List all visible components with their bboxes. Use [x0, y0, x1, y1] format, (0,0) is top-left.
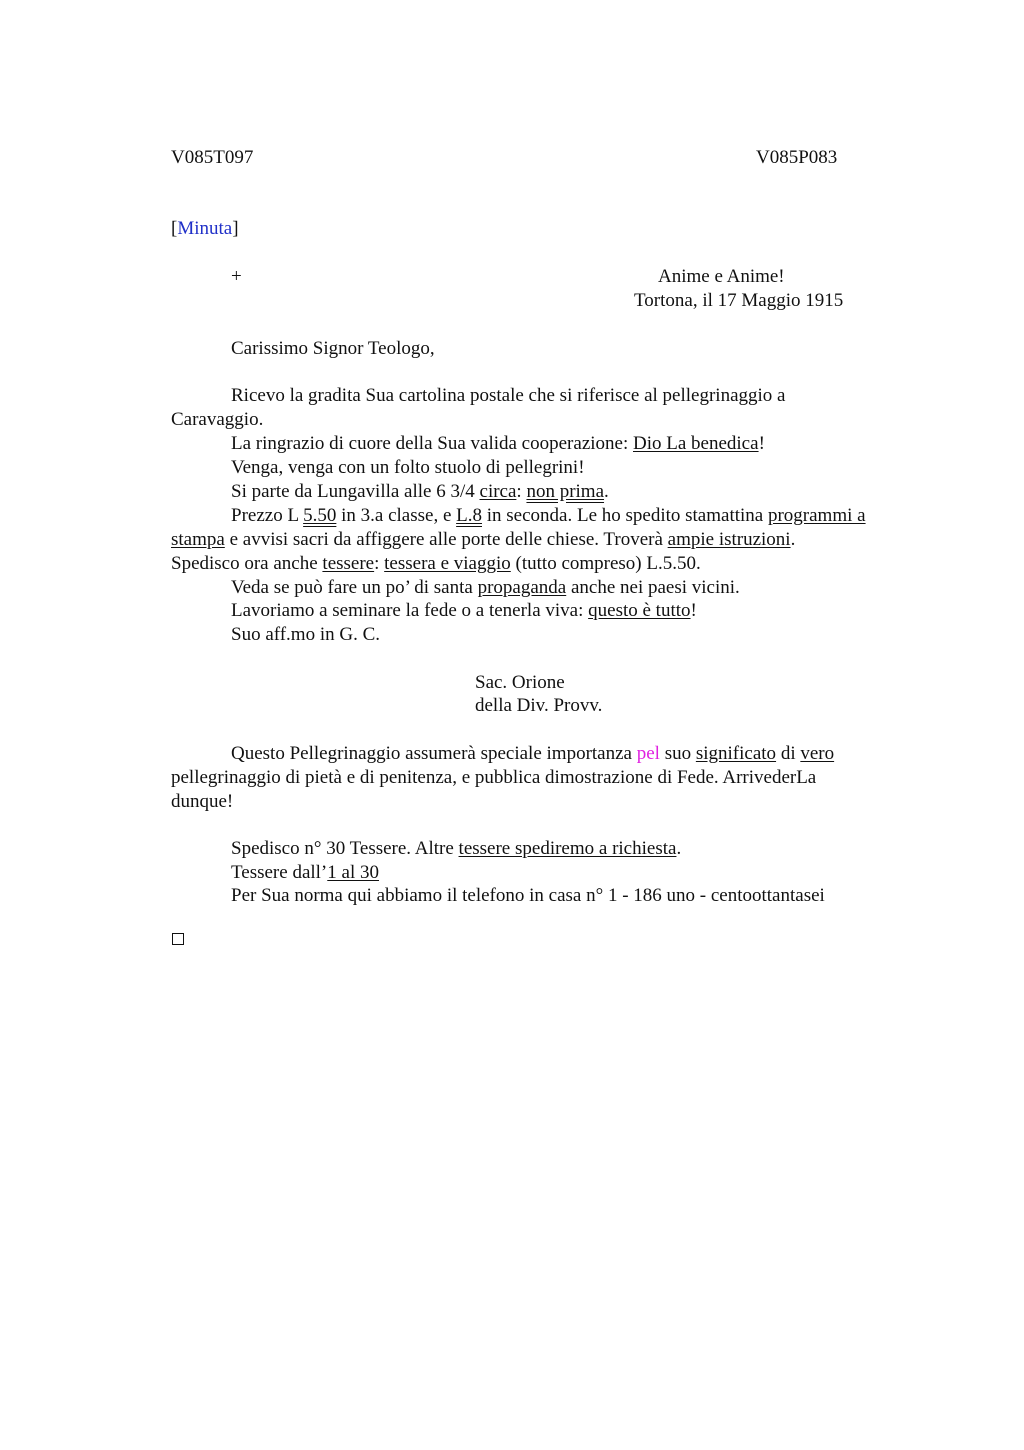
signature-name: Sac. Orione [475, 672, 565, 693]
text-span: (tutto compreso) L.5.50. [510, 553, 701, 574]
minuta-word: Minuta [177, 218, 233, 239]
bracket-open: [ [171, 218, 178, 239]
text-span: : [516, 481, 527, 502]
place-date: Tortona, il 17 Maggio 1915 [634, 290, 844, 311]
body-line-2: Caravaggio. [171, 409, 264, 430]
underlined-text: vero [800, 743, 835, 764]
underlined-text: questo è tutto [588, 600, 691, 621]
underlined-text: tessere spediremo a richiesta [458, 838, 677, 859]
body-line-1: Ricevo la gradita Sua cartolina postale che si riferisce al pellegrinaggio a [231, 385, 786, 406]
double-underlined-text: 5.50 [303, 505, 337, 526]
underlined-text: propaganda [477, 577, 567, 598]
text-span: Questo Pellegrinaggio assumerà speciale importanza [231, 743, 637, 764]
note-line-2 [231, 861, 379, 885]
closing-line: Suo aff.mo in G. C. [231, 624, 381, 645]
text-span: anche nei paesi vicini. [566, 577, 740, 598]
minuta-label [171, 217, 239, 241]
underlined-text: ampie istruzioni [667, 529, 791, 550]
bracket-close: ] [232, 218, 239, 239]
text-span: suo [659, 743, 696, 764]
underlined-text: tessere [322, 553, 375, 574]
text-span: . [604, 481, 609, 502]
underlined-text: significato [695, 743, 777, 764]
body-line-6 [231, 504, 866, 528]
text-span: Veda se può fare un po’ di santa [231, 577, 478, 598]
document-code-right: V085P083 [756, 147, 838, 168]
postscript-line-1 [231, 742, 834, 766]
body-line-5 [231, 480, 609, 504]
text-span: in seconda. Le ho spedito stamattina [481, 505, 768, 526]
text-span: di [776, 743, 801, 764]
body-line-10 [231, 599, 697, 623]
underlined-text: programmi a [767, 505, 866, 526]
box-icon [172, 933, 184, 945]
body-line-7 [171, 528, 795, 552]
text-span: Lavoriamo a seminare la fede o a tenerla viva: [231, 600, 589, 621]
text-span: Spedisco n° 30 Tessere. Altre [231, 838, 459, 859]
salutation: Carissimo Signor Teologo, [231, 338, 435, 359]
cross-mark: + [231, 266, 242, 287]
body-line-8 [171, 552, 701, 576]
double-underlined-text: non prima [526, 481, 605, 502]
document-code-left: V085T097 [171, 147, 254, 168]
text-span: ! [690, 600, 697, 621]
signature-title: della Div. Provv. [475, 695, 603, 716]
body-line-4: Venga, venga con un folto stuolo di pellegrini! [231, 457, 585, 478]
underlined-text: tessera e viaggio [384, 553, 511, 574]
text-span: Si parte da Lungavilla alle 6 3/4 [231, 481, 480, 502]
underlined-text: 1 al 30 [327, 862, 379, 883]
text-span: ! [758, 433, 765, 454]
text-span: Spedisco ora anche [171, 553, 323, 574]
text-span: e avvisi sacri da affiggere alle porte delle chiese. Troverà [224, 529, 668, 550]
highlighted-word: pel [636, 743, 660, 764]
note-line-1 [231, 837, 681, 861]
text-span: . [790, 529, 796, 550]
postscript-line-2: pellegrinaggio di pietà e di penitenza, e pubblica dimostrazione di Fede. ArrivederLa [171, 767, 817, 788]
text-span: Tessere dall’ [231, 862, 328, 883]
motto: Anime e Anime! [658, 266, 785, 287]
note-line-3: Per Sua norma qui abbiamo il telefono in casa n° 1 - 186 uno - centoottantasei [231, 885, 825, 906]
text-span: : [374, 553, 385, 574]
text-span: in 3.a classe, e [336, 505, 457, 526]
double-underlined-text: L.8 [456, 505, 482, 526]
text-span: La ringrazio di cuore della Sua valida cooperazione: [231, 433, 633, 454]
underlined-text: circa [479, 481, 517, 502]
body-line-3 [231, 432, 765, 456]
underlined-text: Dio La benedica [633, 433, 759, 454]
body-line-9 [231, 576, 740, 600]
text-span: . [676, 838, 682, 859]
text-span: Prezzo L [231, 505, 304, 526]
underlined-text: stampa [171, 529, 225, 550]
postscript-line-3: dunque! [171, 791, 234, 812]
